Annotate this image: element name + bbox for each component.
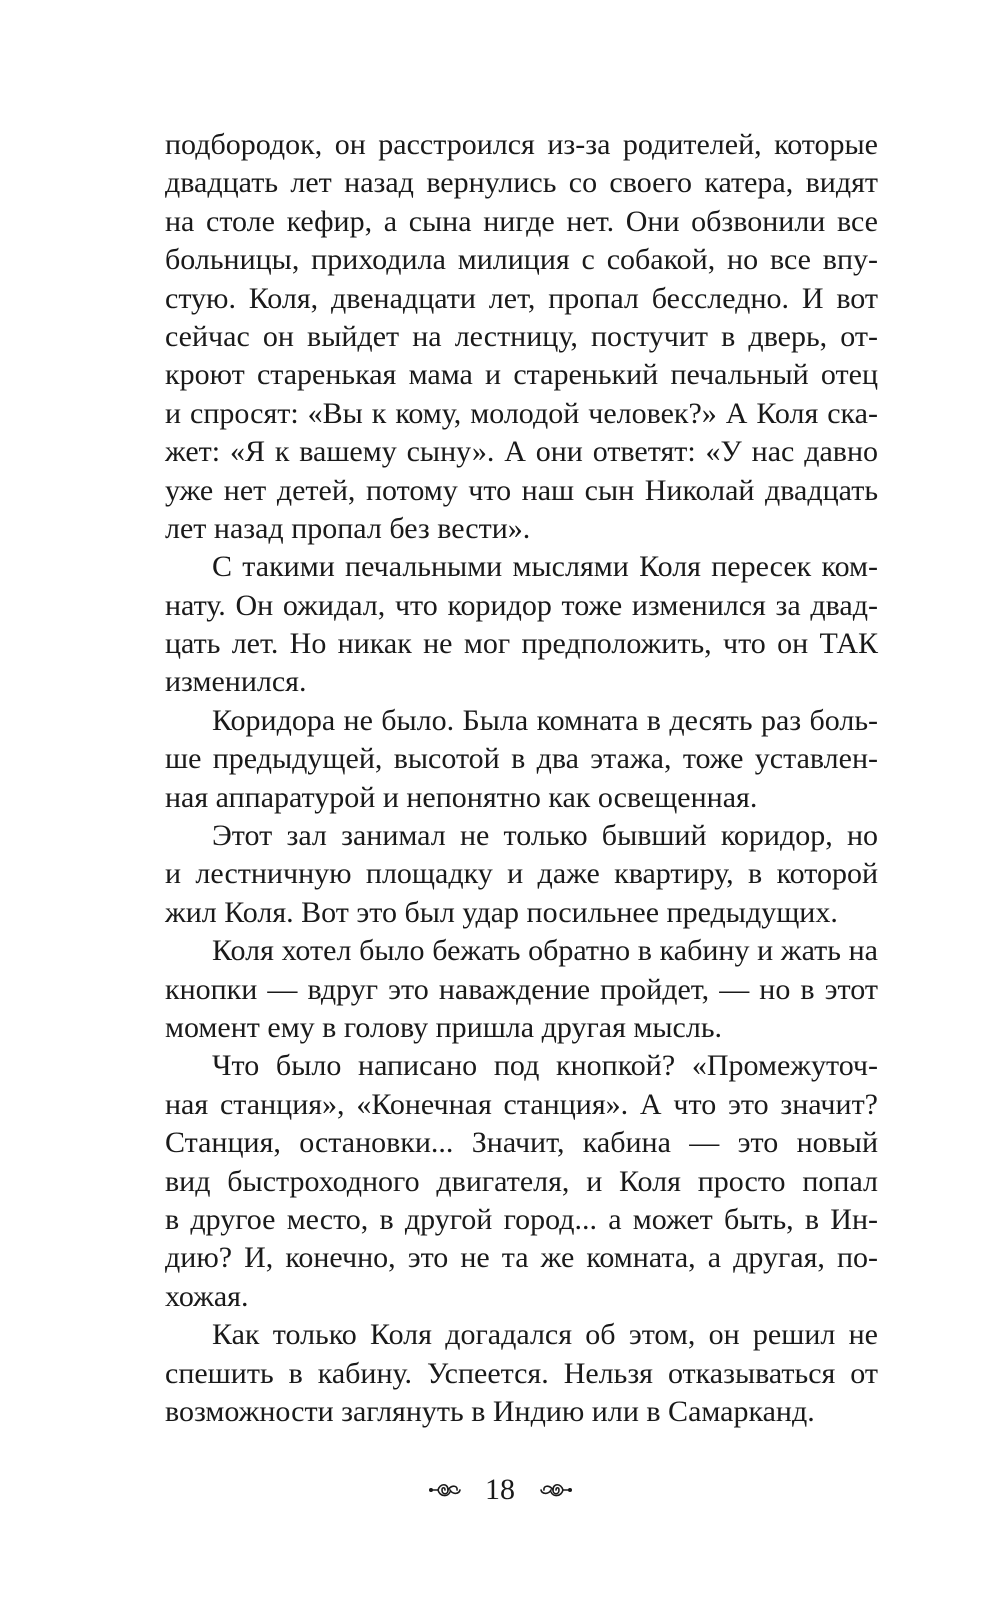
text-line: кнопки — вдруг это наваждение пройдет, — но в этот [165, 972, 878, 1006]
body-text [165, 126, 878, 1431]
page-number: 18 [485, 1473, 515, 1507]
text-line: и лестничную площадку и даже квартиру, в которой [165, 857, 878, 891]
text-line: в другое место, в другой город... а может быть, в Ин- [165, 1202, 878, 1236]
text-line: больницы, приходила милиция с собакой, но все впу- [165, 243, 878, 277]
floral-ornament-icon [428, 1478, 464, 1502]
text-line: жет: «Я к вашему сыну». А они ответят: «У нас давно [165, 435, 878, 469]
text-line: ная станция», «Конечная станция». А что это значит? [165, 1087, 878, 1121]
text-line: нату. Он ожидал, что коридор тоже изменился за двад- [165, 588, 878, 622]
paragraph-first-line: Как только Коля догадался об этом, он решил не [212, 1318, 878, 1352]
text-line: спешить в кабину. Успеется. Нельзя отказываться от [165, 1356, 878, 1390]
text-line: Станция, остановки... Значит, кабина — это новый [165, 1126, 878, 1160]
text-line: момент ему в голову пришла другая мысль. [165, 1010, 723, 1044]
text-line: ная аппаратурой и непонятно как освещенная. [165, 780, 758, 814]
text-line: и спросят: «Вы к кому, молодой человек?» А Коля ска- [165, 396, 878, 430]
paragraph-first-line: Что было написано под кнопкой? «Промежуточ- [212, 1049, 878, 1083]
paragraph-first-line: Коля хотел было бежать обратно в кабину и жать на [212, 934, 878, 968]
text-line: хожая. [165, 1279, 249, 1313]
text-line: цать лет. Но никак не мог предположить, что он ТАК [165, 627, 878, 661]
text-line: стую. Коля, двенадцати лет, пропал бесследно. И вот [165, 281, 878, 315]
page-footer [0, 1468, 1000, 1510]
text-line: вид быстроходного двигателя, и Коля просто попал [165, 1164, 878, 1198]
text-line: сейчас он выйдет на лестницу, постучит в дверь, от- [165, 319, 878, 353]
paragraph-first-line: Коридора не было. Была комната в десять раз боль- [212, 703, 878, 737]
text-line: возможности заглянуть в Индию или в Самарканд. [165, 1394, 815, 1428]
text-line: уже нет детей, потому что наш сын Николай двадцать [165, 473, 878, 507]
text-line: на столе кефир, а сына нигде нет. Они обзвонили все [165, 204, 878, 238]
paragraph-first-line: С такими печальными мыслями Коля пересек ком- [212, 550, 878, 584]
text-line: кроют старенькая мама и старенький печальный отец [165, 358, 878, 392]
text-line: двадцать лет назад вернулись со своего катера, видят [165, 166, 878, 200]
text-line: лет назад пропал без вести». [165, 511, 531, 545]
paragraph-first-line: Этот зал занимал не только бывший коридор, но [212, 819, 878, 853]
text-line: подбородок, он расстроился из-за родителей, которые [165, 128, 878, 161]
floral-ornament-icon [537, 1478, 573, 1502]
text-line: жил Коля. Вот это был удар посильнее предыдущих. [165, 895, 838, 929]
text-line: ше предыдущей, высотой в два этажа, тоже уставлен- [165, 742, 878, 776]
text-line: изменился. [165, 665, 307, 699]
text-line: дию? И, конечно, это не та же комната, а другая, по- [165, 1241, 878, 1275]
